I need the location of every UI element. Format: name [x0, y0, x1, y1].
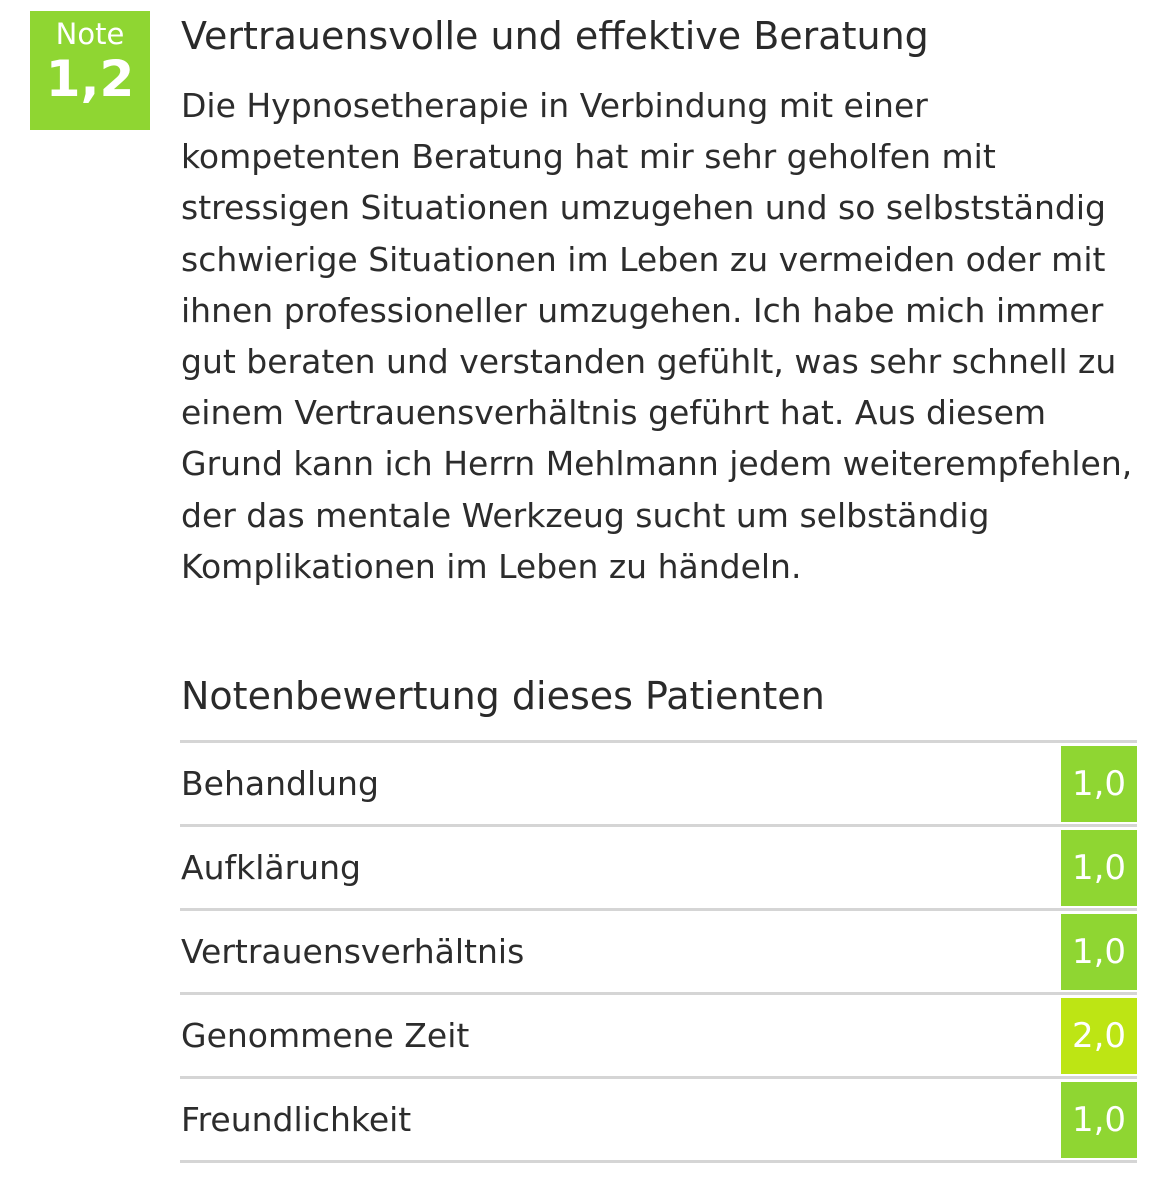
rating-label: Behandlung — [181, 764, 379, 803]
grade-badge-label: Note — [55, 17, 125, 51]
rating-label: Genommene Zeit — [181, 1016, 470, 1055]
rating-score-badge: 2,0 — [1061, 998, 1137, 1074]
review-title: Vertrauensvolle und effektive Beratung — [181, 14, 929, 58]
grade-badge-value: 1,2 — [45, 50, 135, 108]
rating-score-badge: 1,0 — [1061, 1082, 1137, 1158]
rating-label: Freundlichkeit — [181, 1100, 412, 1139]
rating-row-aufklaerung — [180, 827, 1137, 911]
overall-grade-badge — [30, 11, 150, 130]
rating-label: Vertrauensverhältnis — [181, 932, 525, 971]
rating-row-behandlung — [180, 743, 1137, 827]
rating-row-genommene-zeit — [180, 995, 1137, 1079]
rating-score-badge: 1,0 — [1061, 746, 1137, 822]
ratings-table — [180, 740, 1137, 1163]
rating-label: Aufklärung — [181, 848, 361, 887]
ratings-heading: Notenbewertung dieses Patienten — [181, 674, 825, 718]
rating-score-badge: 1,0 — [1061, 830, 1137, 906]
review-text: Die Hypnosetherapie in Verbindung mit einer kompetenten Beratung hat mir sehr geholfen mit stressigen Situationen umzugehen und so selbstständig schwierige Situationen im Leben zu vermeiden oder mit ihnen professioneller umzugehen. Ich habe mich immer gut beraten und verstanden gefühlt, was sehr schnell zu einem Vertrauensverhältnis geführt hat. Aus diesem Grund kann ich Herrn Mehlmann jedem weiterempfehlen, der das mentale Werkzeug sucht um selbständig Komplikationen im Leben zu händeln. — [181, 86, 1133, 586]
rating-score-badge: 1,0 — [1061, 914, 1137, 990]
rating-row-freundlichkeit — [180, 1079, 1137, 1163]
rating-row-vertrauensverhaeltnis — [180, 911, 1137, 995]
